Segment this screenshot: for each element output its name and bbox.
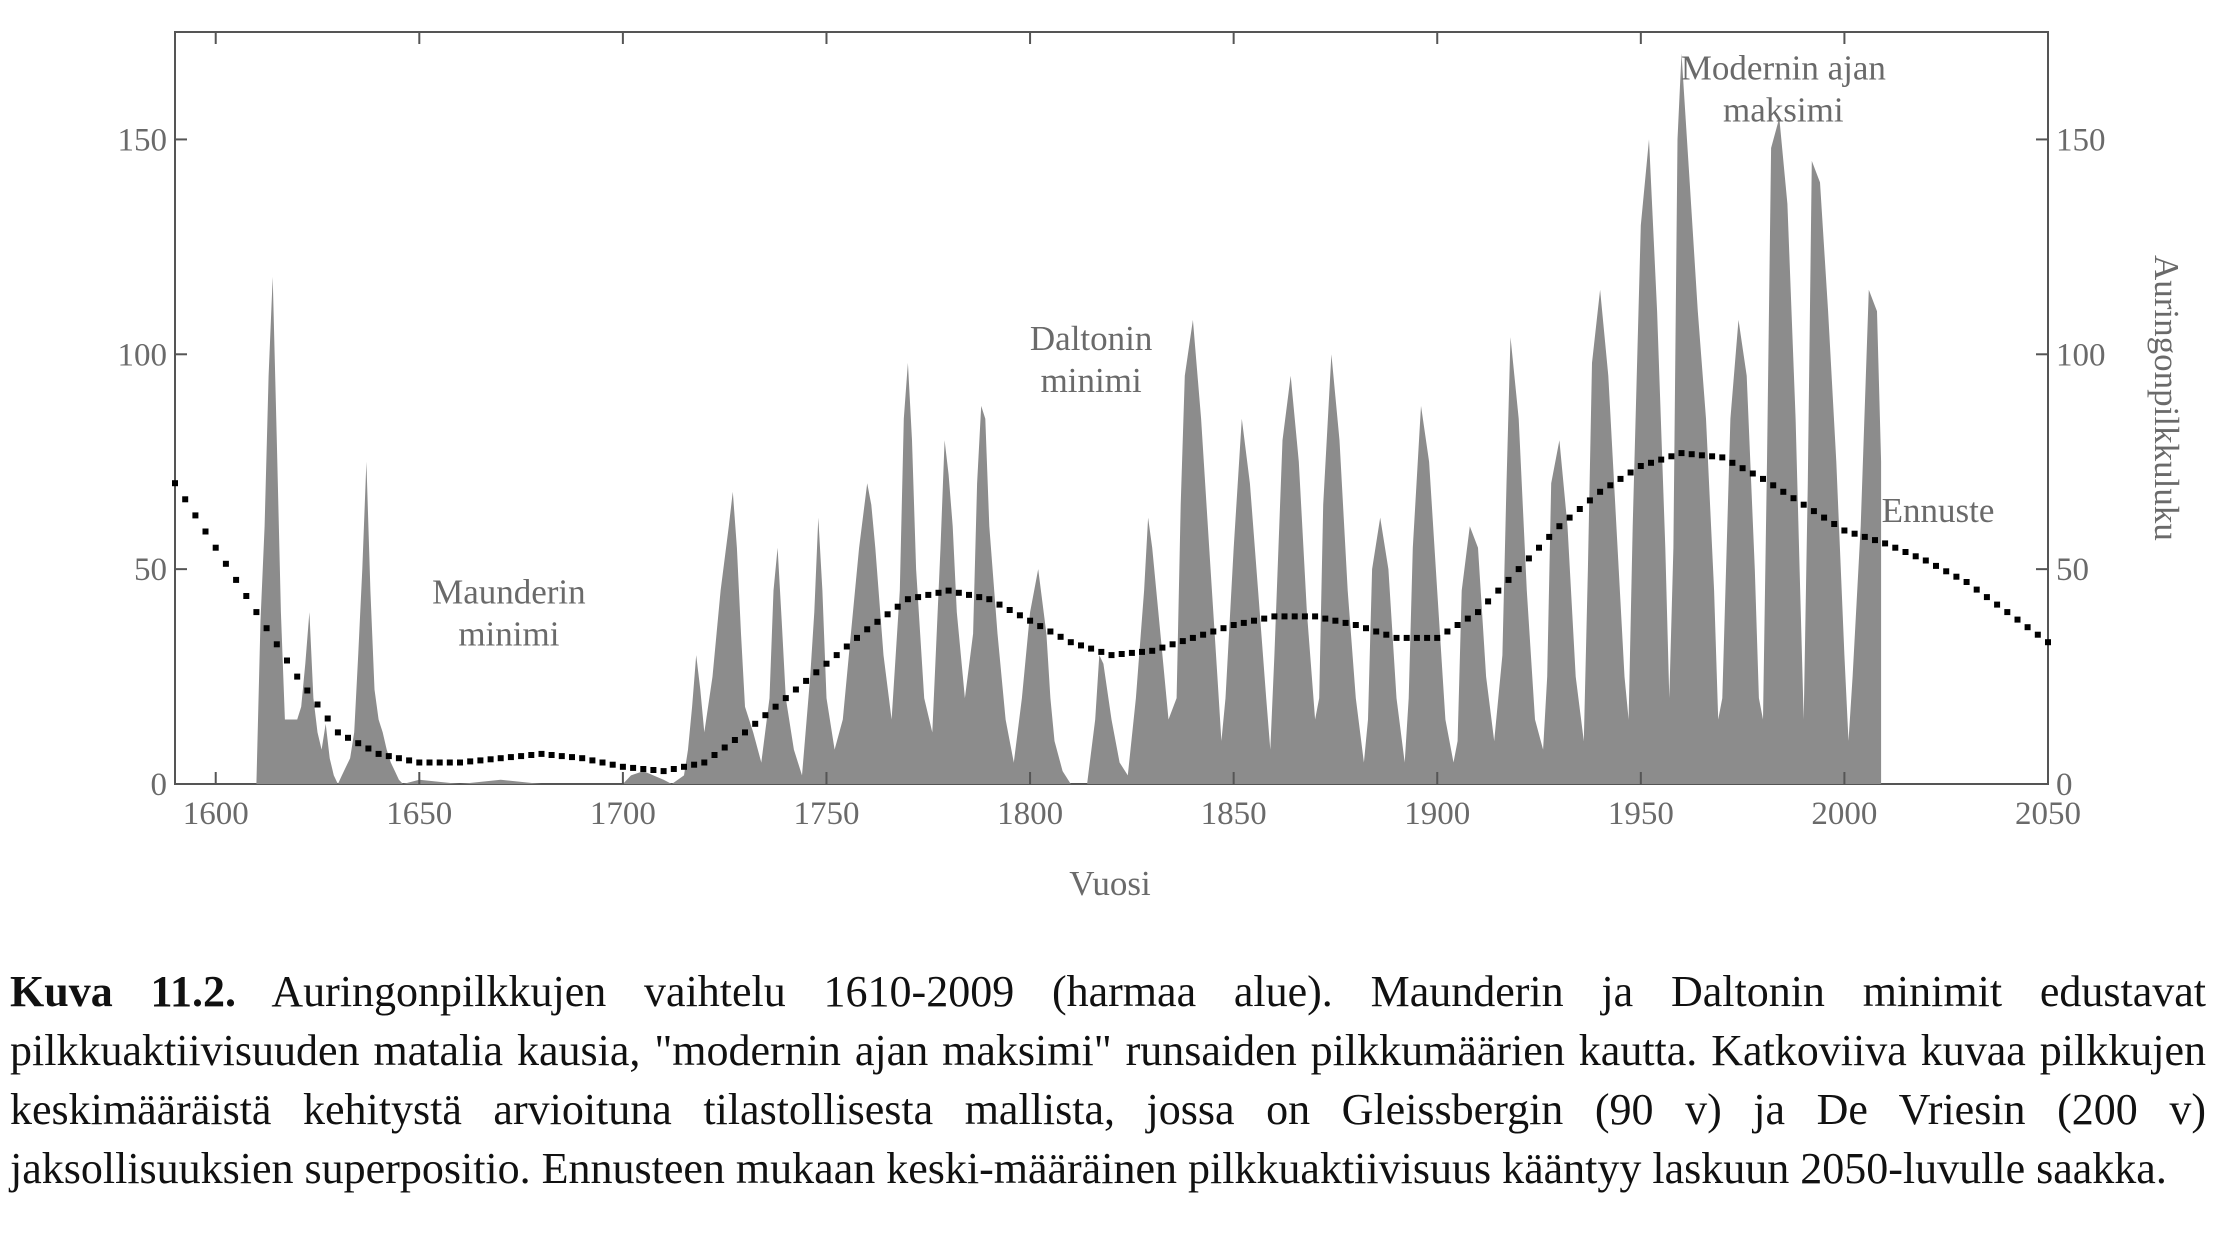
trend-dot xyxy=(1658,457,1664,463)
trend-dot xyxy=(1200,632,1206,638)
trend-dot xyxy=(1475,609,1481,615)
trend-dot xyxy=(1638,463,1644,469)
trend-dot xyxy=(885,611,891,617)
trend-dot xyxy=(1719,454,1725,460)
trend-dot xyxy=(182,496,188,502)
trend-dot xyxy=(1210,629,1216,635)
trend-dot xyxy=(1628,470,1634,476)
trend-dot xyxy=(2025,624,2031,630)
trend-dot xyxy=(1811,508,1817,514)
trend-dot xyxy=(1872,537,1878,543)
x-tick-label: 1600 xyxy=(182,796,249,832)
trend-dot xyxy=(172,480,178,486)
y-axis-title-right: Auringonpilkkuluku xyxy=(2147,255,2186,541)
trend-dot xyxy=(1699,452,1705,458)
trend-dot xyxy=(844,644,850,650)
trend-dot xyxy=(936,590,942,596)
trend-dot xyxy=(803,678,809,684)
trend-dot xyxy=(600,760,606,766)
trend-dot xyxy=(1047,629,1053,635)
y-tick-label-left: 150 xyxy=(117,122,167,159)
trend-dot xyxy=(1282,613,1288,619)
trend-dot xyxy=(1098,649,1104,655)
trend-dot xyxy=(284,658,290,664)
trend-dot xyxy=(1312,613,1318,619)
trend-dot xyxy=(1882,540,1888,546)
caption-label: Kuva 11.2. xyxy=(10,967,237,1016)
trend-dot xyxy=(640,766,646,772)
trend-dot xyxy=(1027,618,1033,624)
trend-dot xyxy=(488,756,494,762)
trend-dot xyxy=(274,641,280,647)
y-tick-label-right: 50 xyxy=(2056,552,2089,589)
trend-dot xyxy=(1078,642,1084,648)
trend-dot xyxy=(1139,649,1145,655)
trend-dot xyxy=(1231,622,1237,628)
trend-dot xyxy=(1017,612,1023,618)
trend-dot xyxy=(1007,607,1013,613)
trend-dot xyxy=(1332,618,1338,624)
annotations-layer xyxy=(432,48,1994,653)
x-axis-title: Vuosi xyxy=(1069,864,1151,903)
trend-dot xyxy=(1760,476,1766,482)
trend-dot xyxy=(427,760,433,766)
trend-dot xyxy=(732,737,738,743)
trend-dot xyxy=(691,762,697,768)
trend-dot xyxy=(1251,618,1257,624)
trend-dot xyxy=(1109,652,1115,658)
trend-dot xyxy=(773,704,779,710)
trend-dot xyxy=(1526,555,1532,561)
x-tick-label: 1950 xyxy=(1607,796,1674,832)
trend-dot xyxy=(1943,568,1949,574)
trend-dot xyxy=(243,593,249,599)
trend-dot xyxy=(2004,609,2010,615)
trend-dot xyxy=(1159,645,1165,651)
trend-dot xyxy=(559,753,565,759)
trend-dot xyxy=(1729,460,1735,466)
trend-dot xyxy=(915,594,921,600)
y-tick-label-left: 100 xyxy=(117,337,167,374)
trend-dot xyxy=(539,751,545,757)
trend-dot xyxy=(1088,646,1094,652)
trend-dot xyxy=(335,729,341,735)
y-tick-label-left: 50 xyxy=(134,552,167,589)
trend-dot xyxy=(437,760,443,766)
trend-dot xyxy=(1556,523,1562,529)
trend-dot xyxy=(304,688,310,694)
trend-dot xyxy=(681,764,687,770)
x-tick-label: 1850 xyxy=(1200,796,1267,832)
trend-dot xyxy=(1434,635,1440,641)
trend-dot xyxy=(1964,579,1970,585)
trend-dot xyxy=(620,764,626,770)
trend-dot xyxy=(650,767,656,773)
trend-dot xyxy=(1546,534,1552,540)
trend-dot xyxy=(1068,639,1074,645)
x-tick-label: 1900 xyxy=(1404,796,1471,832)
trend-dot xyxy=(1689,451,1695,457)
trend-dot xyxy=(1241,620,1247,626)
trend-dot xyxy=(1852,531,1858,537)
y-tick-label-left: 0 xyxy=(150,767,167,803)
trend-dot xyxy=(966,592,972,598)
trend-dot xyxy=(203,529,209,535)
trend-dot xyxy=(1129,650,1135,656)
trend-dot xyxy=(834,652,840,658)
trend-dot xyxy=(925,592,931,598)
y-tick-label-right: 100 xyxy=(2056,337,2106,374)
trend-dot xyxy=(1037,623,1043,629)
trend-dot xyxy=(783,695,789,701)
trend-dot xyxy=(997,602,1003,608)
trend-dot xyxy=(793,687,799,693)
trend-dot xyxy=(874,619,880,625)
trend-dot xyxy=(1404,635,1410,641)
trend-dot xyxy=(1322,616,1328,622)
annotation-text: minimi xyxy=(1040,360,1142,400)
trend-dot xyxy=(1271,613,1277,619)
trend-dot xyxy=(2035,632,2041,638)
trend-dot xyxy=(712,752,718,758)
trend-dot xyxy=(2045,639,2051,645)
trend-dot xyxy=(1740,465,1746,471)
trend-dot xyxy=(1841,528,1847,534)
trend-dot xyxy=(294,674,300,680)
trend-dot xyxy=(864,626,870,632)
trend-dot xyxy=(671,766,677,772)
trend-dot xyxy=(1394,635,1400,641)
trend-dot xyxy=(854,635,860,641)
trend-dot xyxy=(1607,482,1613,488)
trend-dot xyxy=(376,751,382,757)
trend-dot xyxy=(1567,515,1573,521)
x-tick-label: 1750 xyxy=(793,796,860,832)
trend-dot xyxy=(895,604,901,610)
figure-caption xyxy=(10,962,2206,1198)
trend-dot xyxy=(956,590,962,596)
annotation-text: minimi xyxy=(458,614,560,654)
trend-dot xyxy=(528,752,534,758)
trend-dot xyxy=(345,735,351,741)
trend-dot xyxy=(223,561,229,567)
annotation-text: Maunderin xyxy=(432,572,586,612)
trend-dot xyxy=(1190,635,1196,641)
trend-dot xyxy=(1149,648,1155,654)
trend-dot xyxy=(1831,521,1837,527)
trend-dot xyxy=(1170,641,1176,647)
trend-dot xyxy=(1343,620,1349,626)
trend-dot xyxy=(976,594,982,600)
trend-dot xyxy=(1058,634,1064,640)
caption-text: Auringonpilkkujen vaihtelu 1610-2009 (harmaa alue). Maunderin ja Daltonin minimit edustavat pilkkuaktiivisuuden matalia kausia, "modernin ajan maksimi" runsaiden pilkkumäärien kautta. Katkoviiva kuvaa pilkkujen keskimääräistä kehitystä arvioituna tilastollisesta mallista, jossa on Gleissbergin (90 v) ja De Vriesin (200 v) jaksollisuuksien superpositio. Ennusteen mukaan keski-määräinen pilkkuaktiivisuus kääntyy laskuun 2050-luvulle saakka. xyxy=(10,967,2206,1193)
trend-dot xyxy=(1221,625,1227,631)
trend-dot xyxy=(905,596,911,602)
trend-dot xyxy=(1618,476,1624,482)
trend-dot xyxy=(1180,638,1186,644)
trend-dot xyxy=(365,746,371,752)
trend-dot xyxy=(1597,489,1603,495)
trend-dot xyxy=(2015,617,2021,623)
trend-dot xyxy=(233,577,239,583)
trend-dot xyxy=(946,588,952,594)
trend-dot xyxy=(1495,588,1501,594)
trend-dot xyxy=(355,740,361,746)
trend-dot xyxy=(1933,563,1939,569)
trend-dot xyxy=(722,745,728,751)
trend-dot xyxy=(467,758,473,764)
trend-dot xyxy=(1648,460,1654,466)
annotation-text: maksimi xyxy=(1723,90,1844,130)
trend-dot xyxy=(386,753,392,759)
trend-dot xyxy=(192,512,198,518)
trend-dot xyxy=(610,762,616,768)
trend-dot xyxy=(1119,651,1125,657)
trend-dot xyxy=(1801,502,1807,508)
trend-dot xyxy=(752,721,758,727)
trend-dot xyxy=(508,754,514,760)
trend-dot xyxy=(498,755,504,761)
trend-dot xyxy=(1709,453,1715,459)
trend-dot xyxy=(1994,602,2000,608)
sunspot-area-layer xyxy=(256,54,1881,785)
trend-dot xyxy=(1516,566,1522,572)
trend-dot xyxy=(1302,613,1308,619)
trend-dot xyxy=(579,755,585,761)
trend-dot xyxy=(1679,450,1685,456)
trend-dot xyxy=(315,702,321,708)
trend-dot xyxy=(1353,622,1359,628)
x-tick-label: 1800 xyxy=(997,796,1064,832)
trend-dot xyxy=(1444,629,1450,635)
trend-dot xyxy=(1913,553,1919,559)
trend-dot xyxy=(661,768,667,774)
trend-dot xyxy=(1455,622,1461,628)
trend-dot xyxy=(1892,545,1898,551)
y-tick-label-right: 0 xyxy=(2056,767,2073,803)
trend-dot xyxy=(762,712,768,718)
trend-dot xyxy=(416,760,422,766)
trend-dot xyxy=(1821,515,1827,521)
trend-dot xyxy=(630,765,636,771)
trend-dot xyxy=(396,755,402,761)
trend-dot xyxy=(1577,506,1583,512)
trend-dot xyxy=(1414,635,1420,641)
trend-dot xyxy=(1536,545,1542,551)
trend-dot xyxy=(549,752,555,758)
trend-dot xyxy=(1424,635,1430,641)
trend-dot xyxy=(1485,598,1491,604)
trend-dot xyxy=(477,757,483,763)
x-tick-label: 2050 xyxy=(2015,796,2081,832)
trend-dot xyxy=(325,716,331,722)
annotation-text: Modernin ajan xyxy=(1680,48,1886,88)
trend-dot xyxy=(742,729,748,735)
trend-dot xyxy=(1770,482,1776,488)
trend-dot xyxy=(1373,629,1379,635)
trend-dot xyxy=(1506,577,1512,583)
trend-dot xyxy=(701,760,707,766)
trend-dot xyxy=(406,757,412,763)
trend-dot xyxy=(518,753,524,759)
trend-dot xyxy=(1292,613,1298,619)
trend-dot xyxy=(1953,574,1959,580)
trend-dot xyxy=(1984,594,1990,600)
trend-dot xyxy=(813,669,819,675)
trend-dot xyxy=(1668,453,1674,459)
trend-dot xyxy=(447,760,453,766)
trend-dot xyxy=(1587,497,1593,503)
annotation-text: Ennuste xyxy=(1881,490,1995,530)
trend-dot xyxy=(1363,625,1369,631)
trend-dot xyxy=(1383,632,1389,638)
x-tick-label: 1650 xyxy=(386,796,453,832)
trend-dot xyxy=(1465,616,1471,622)
trend-dot xyxy=(1791,495,1797,501)
trend-dot xyxy=(253,609,259,615)
trend-dot xyxy=(1903,549,1909,555)
trend-dot xyxy=(569,754,575,760)
trend-dot xyxy=(1862,534,1868,540)
trend-dot xyxy=(986,596,992,602)
trend-dot xyxy=(1261,616,1267,622)
trend-dot xyxy=(457,760,463,766)
trend-dot xyxy=(1923,558,1929,564)
annotation-text: Daltonin xyxy=(1029,318,1153,358)
trend-dot xyxy=(213,545,219,551)
x-tick-label: 2000 xyxy=(1811,796,1878,832)
trend-dot xyxy=(824,661,830,667)
trend-dot xyxy=(589,757,595,763)
trend-dot xyxy=(264,625,270,631)
trend-dot xyxy=(1974,587,1980,593)
sunspot-area xyxy=(256,54,1881,785)
trend-dot xyxy=(1750,471,1756,477)
trend-dot xyxy=(1780,489,1786,495)
y-tick-label-right: 150 xyxy=(2056,122,2106,159)
x-tick-label: 1700 xyxy=(589,796,656,832)
